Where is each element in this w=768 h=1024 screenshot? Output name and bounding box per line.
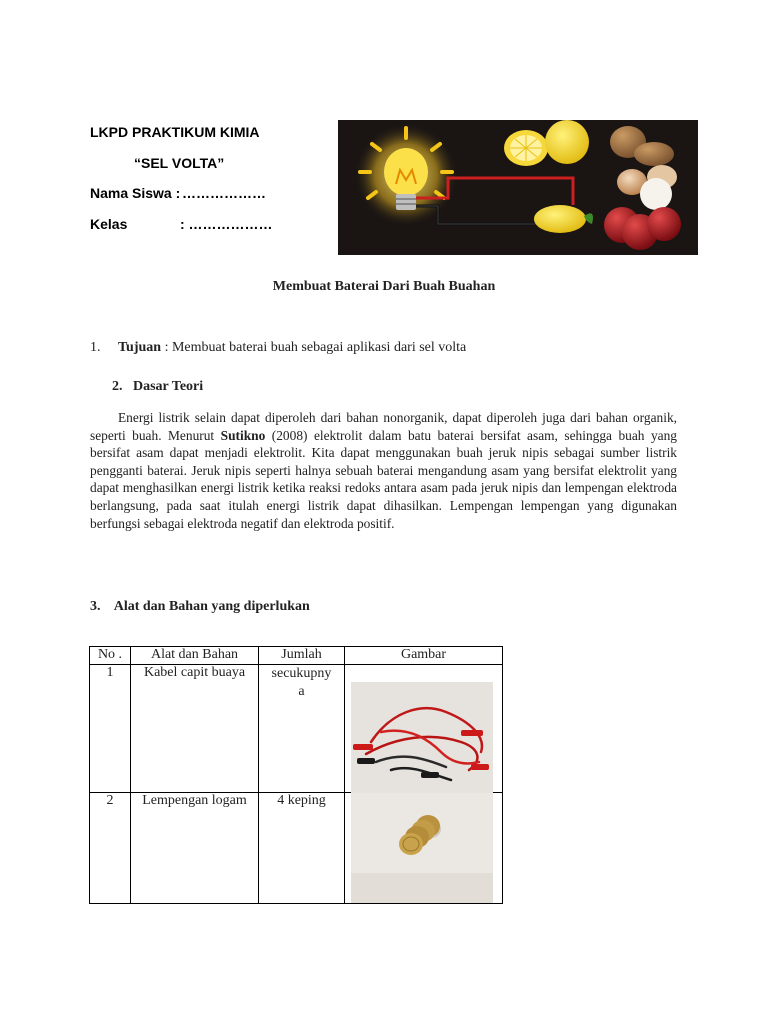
alligator-cable-photo: [351, 682, 493, 794]
table-header-row: [90, 647, 503, 665]
class-field: : ………………: [180, 216, 273, 232]
row-item: Lempengan logam: [131, 793, 259, 904]
dasar-teori-paragraph: [90, 409, 677, 532]
row-item: Kabel capit buaya: [131, 665, 259, 793]
section-2-heading: 2. Dasar Teori: [112, 379, 204, 394]
worksheet-title: LKPD PRAKTIKUM KIMIA: [90, 124, 260, 140]
section-1-line: [118, 340, 466, 356]
header-no: No .: [90, 647, 131, 665]
header-item: Alat dan Bahan: [131, 647, 259, 665]
student-name-field: ………………: [182, 185, 266, 201]
student-name-label: Nama Siswa :: [90, 185, 181, 201]
materials-table: [89, 646, 503, 904]
lemon-battery-banner-image: [338, 120, 698, 255]
worksheet-subtitle: “SEL VOLTA”: [134, 155, 225, 171]
table-row: [90, 793, 503, 904]
metal-coins-photo: [351, 793, 493, 903]
row-image-cell: [345, 665, 503, 793]
lightbulb-lemon-illustration: [338, 120, 698, 255]
row-number: 1: [90, 665, 131, 793]
header-qty: Jumlah: [259, 647, 345, 665]
row-qty: [259, 665, 345, 793]
class-label: Kelas: [90, 216, 128, 232]
section-3-heading: 3. Alat dan Bahan yang diperlukan: [90, 599, 310, 614]
header-image: Gambar: [345, 647, 503, 665]
section-1-text: : Membuat baterai buah sebagai aplikasi dari sel volta: [161, 340, 467, 355]
section-1-label: Tujuan: [118, 340, 162, 355]
paragraph-text-end: (2008) elektrolit dalam batu baterai bersifat asam, sehingga buah yang bersifat asam dapat menjadi elektrolit. Kita dapat menggunakan buah jeruk nipis sebagai sumber listrik pengganti baterai. Jeruk nipis seperti halnya sebuah baterai mengandung asam yang bersifat elektrolit yang dapat menghasilkan energi listrik ketika reaksi redoks antara asam pada jeruk nipis dan lempengan elektroda berlangsung, pada saat itulah energi listrik dapat dihasilkan. Lempengan lempengan yang digunakan berfungsi sebagai elektroda negatif dan elektroda positif.: [90, 427, 677, 531]
document-title: Membuat Baterai Dari Buah Buahan: [272, 279, 496, 294]
row-qty-text: secukupnya: [271, 666, 332, 699]
paragraph-text-start: Energi listrik selain dapat diperoleh dari bahan nonorganik, dapat diperoleh juga dari bahan organik, seperti buah. Menurut: [90, 410, 677, 443]
row-number: 2: [90, 793, 131, 904]
table-row: [90, 665, 503, 793]
section-1-number: 1.: [90, 340, 101, 355]
row-image-cell: [345, 793, 503, 904]
cited-author: Sutikno: [220, 427, 266, 443]
row-qty: 4 keping: [259, 793, 345, 904]
